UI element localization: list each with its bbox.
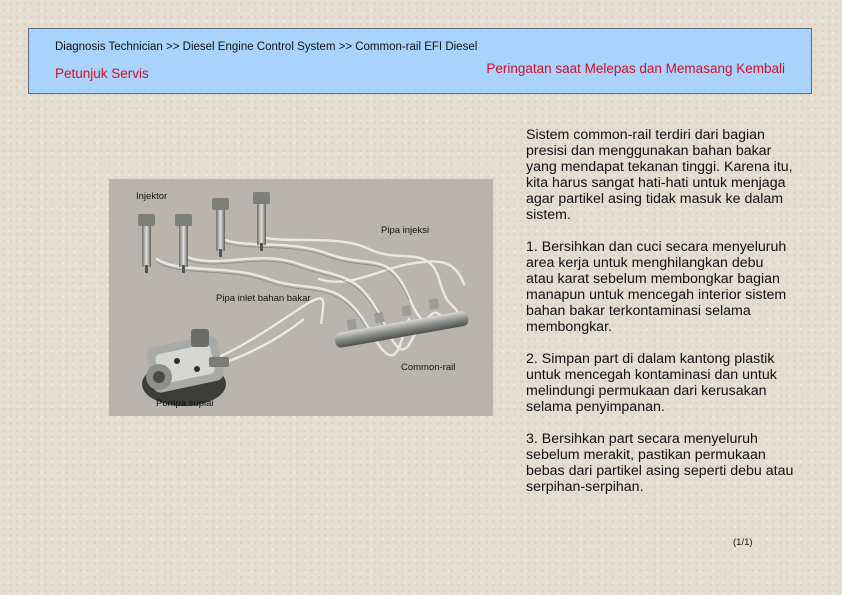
intro-paragraph: Sistem common-rail terdiri dari bagian presisi dan menggunakan bahan bakar yang mendapat tekanan tinggi. Karena itu, kita harus sangat hati-hati untuk menjaga agar partikel asing tidak masuk ke dalam sistem. [526,127,793,223]
breadcrumb: Diagnosis Technician >> Diesel Engine Control System >> Common-rail EFI Diesel [55,41,478,53]
fuel-inlet-pipe [214,298,323,364]
label-injector: Injektor [136,191,168,202]
label-supply-pump: Pompa suplai [156,398,214,409]
section-title: Petunjuk Servis [55,66,149,81]
label-injection-pipe: Pipa injeksi [381,225,430,236]
step-1: 1. Bersihkan dan cuci secara menyeluruh area kerja untuk menghilangkan debu atau karat sebelum membongkar bagian manapun untuk mencegah interior sistem bahan bakar terkontaminasi selama membongkar. [526,239,787,335]
page-number: (1/1) [733,537,753,548]
step-3: 3. Bersihkan part secara menyeluruh sebelum merakit, pastikan permukaan bebas dari partikel asing seperti debu atau serpihan-serpihan. [526,431,794,495]
label-fuel-inlet-pipe: Pipa inlet bahan bakar [216,293,311,304]
supply-pump [142,329,229,406]
injector-3 [212,198,229,257]
common-rail-system-figure [109,179,493,416]
page-title: Peringatan saat Melepas dan Memasang Kembali [486,61,785,76]
step-2: 2. Simpan part di dalam kantong plastik untuk mencegah kontaminasi dan untuk melindungi permukaan dari kerusakan selama penyimpanan. [526,351,777,415]
injector-1 [138,214,155,273]
header-bar [28,28,812,94]
injector-2 [175,214,192,273]
instructions-text [526,127,794,511]
injector-4 [253,192,270,251]
label-common-rail: Common-rail [401,362,456,373]
